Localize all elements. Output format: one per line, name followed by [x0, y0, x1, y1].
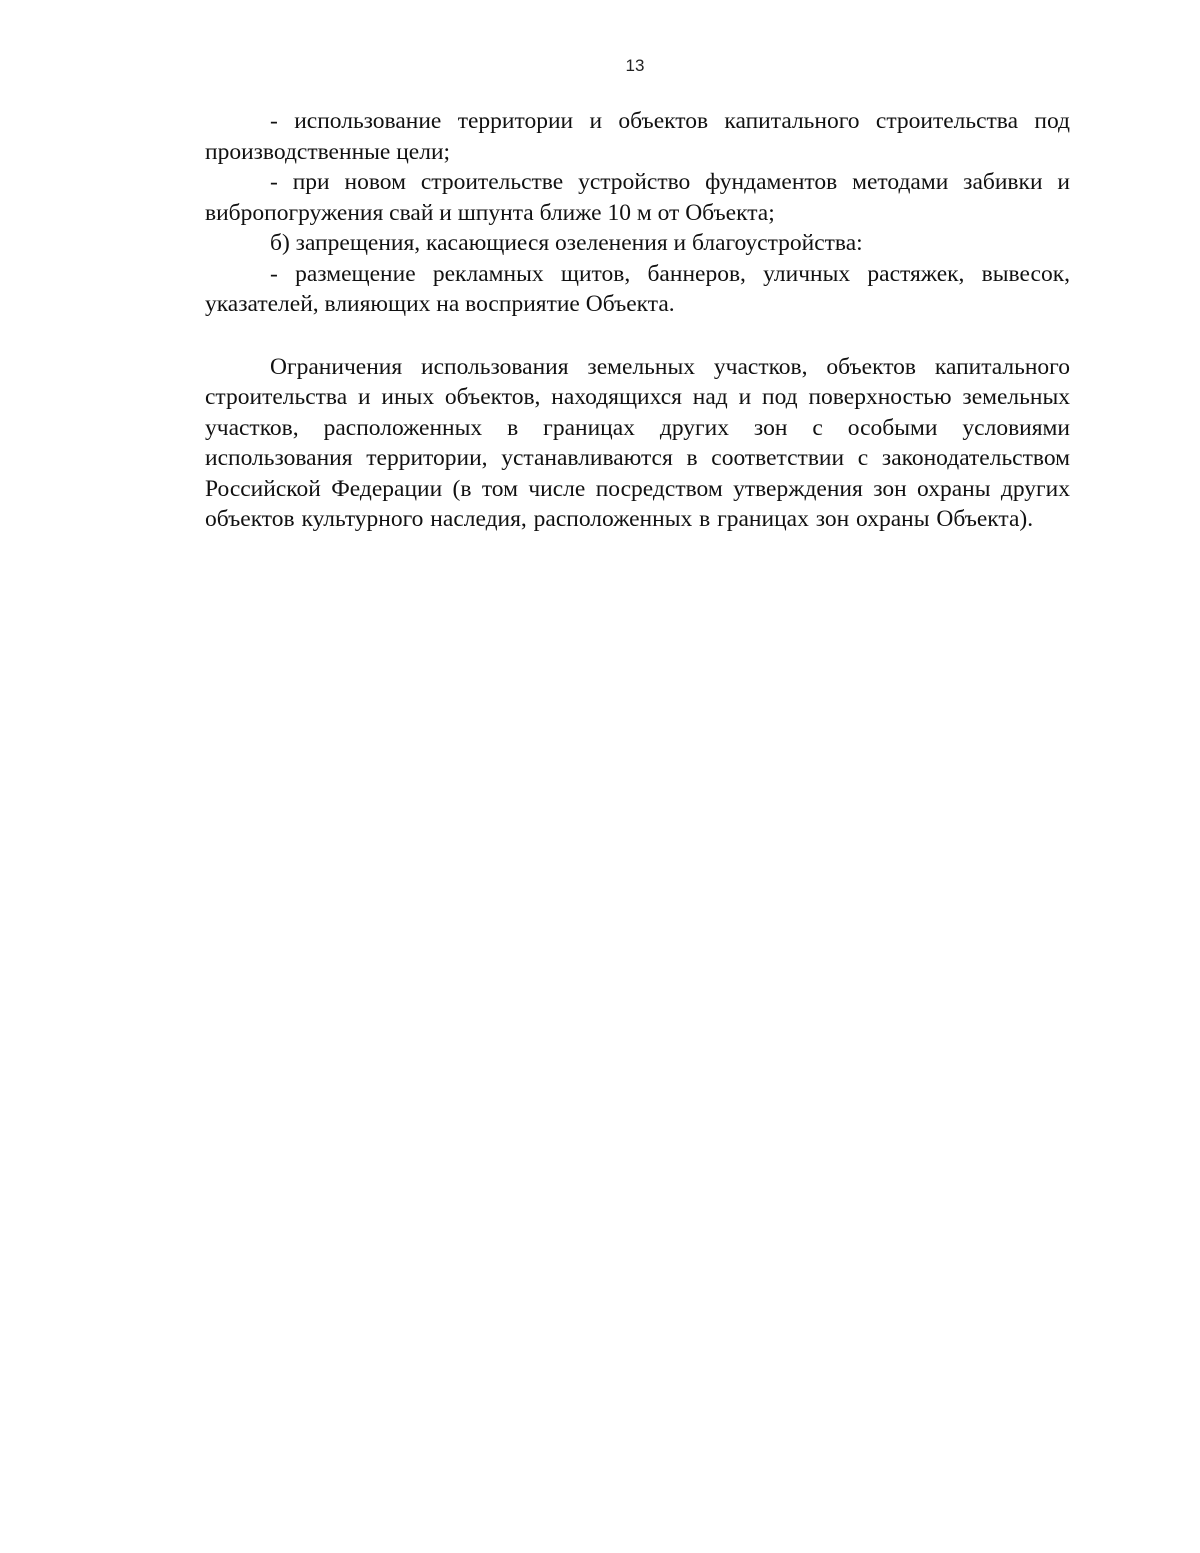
paragraph-landscaping-heading: б) запрещения, касающиеся озеленения и благоустройства: [270, 230, 863, 256]
paragraph-foundation-piling: - при новом строительстве устройство фундаментов методами забивки и вибропогружения свай и шпунта ближе 10 м от Объекта; [205, 169, 1070, 226]
paragraph-industrial-use: - использование территории и объектов капитального строительства под производственные цели; [205, 108, 1070, 165]
page-number: 13 [625, 56, 645, 75]
paragraph-advertising-ban: - размещение рекламных щитов, баннеров, уличных растяжек, вывесок, указателей, влияющих на восприятие Объекта. [205, 260, 1070, 317]
paragraph-land-use-restrictions: Ограничения использования земельных участков, объектов капитального строительства и иных объектов, находящихся над и под поверхностью земельных участков, расположенных в границах других зон с особыми условиями использования территории, устанавливаются в соответствии с законодательством Российской Федерации (в том числе посредством утверждения зон охраны других объектов культурного наследия, расположенных в границах зон охраны Объекта). [205, 353, 1070, 532]
document-body [205, 106, 1070, 535]
